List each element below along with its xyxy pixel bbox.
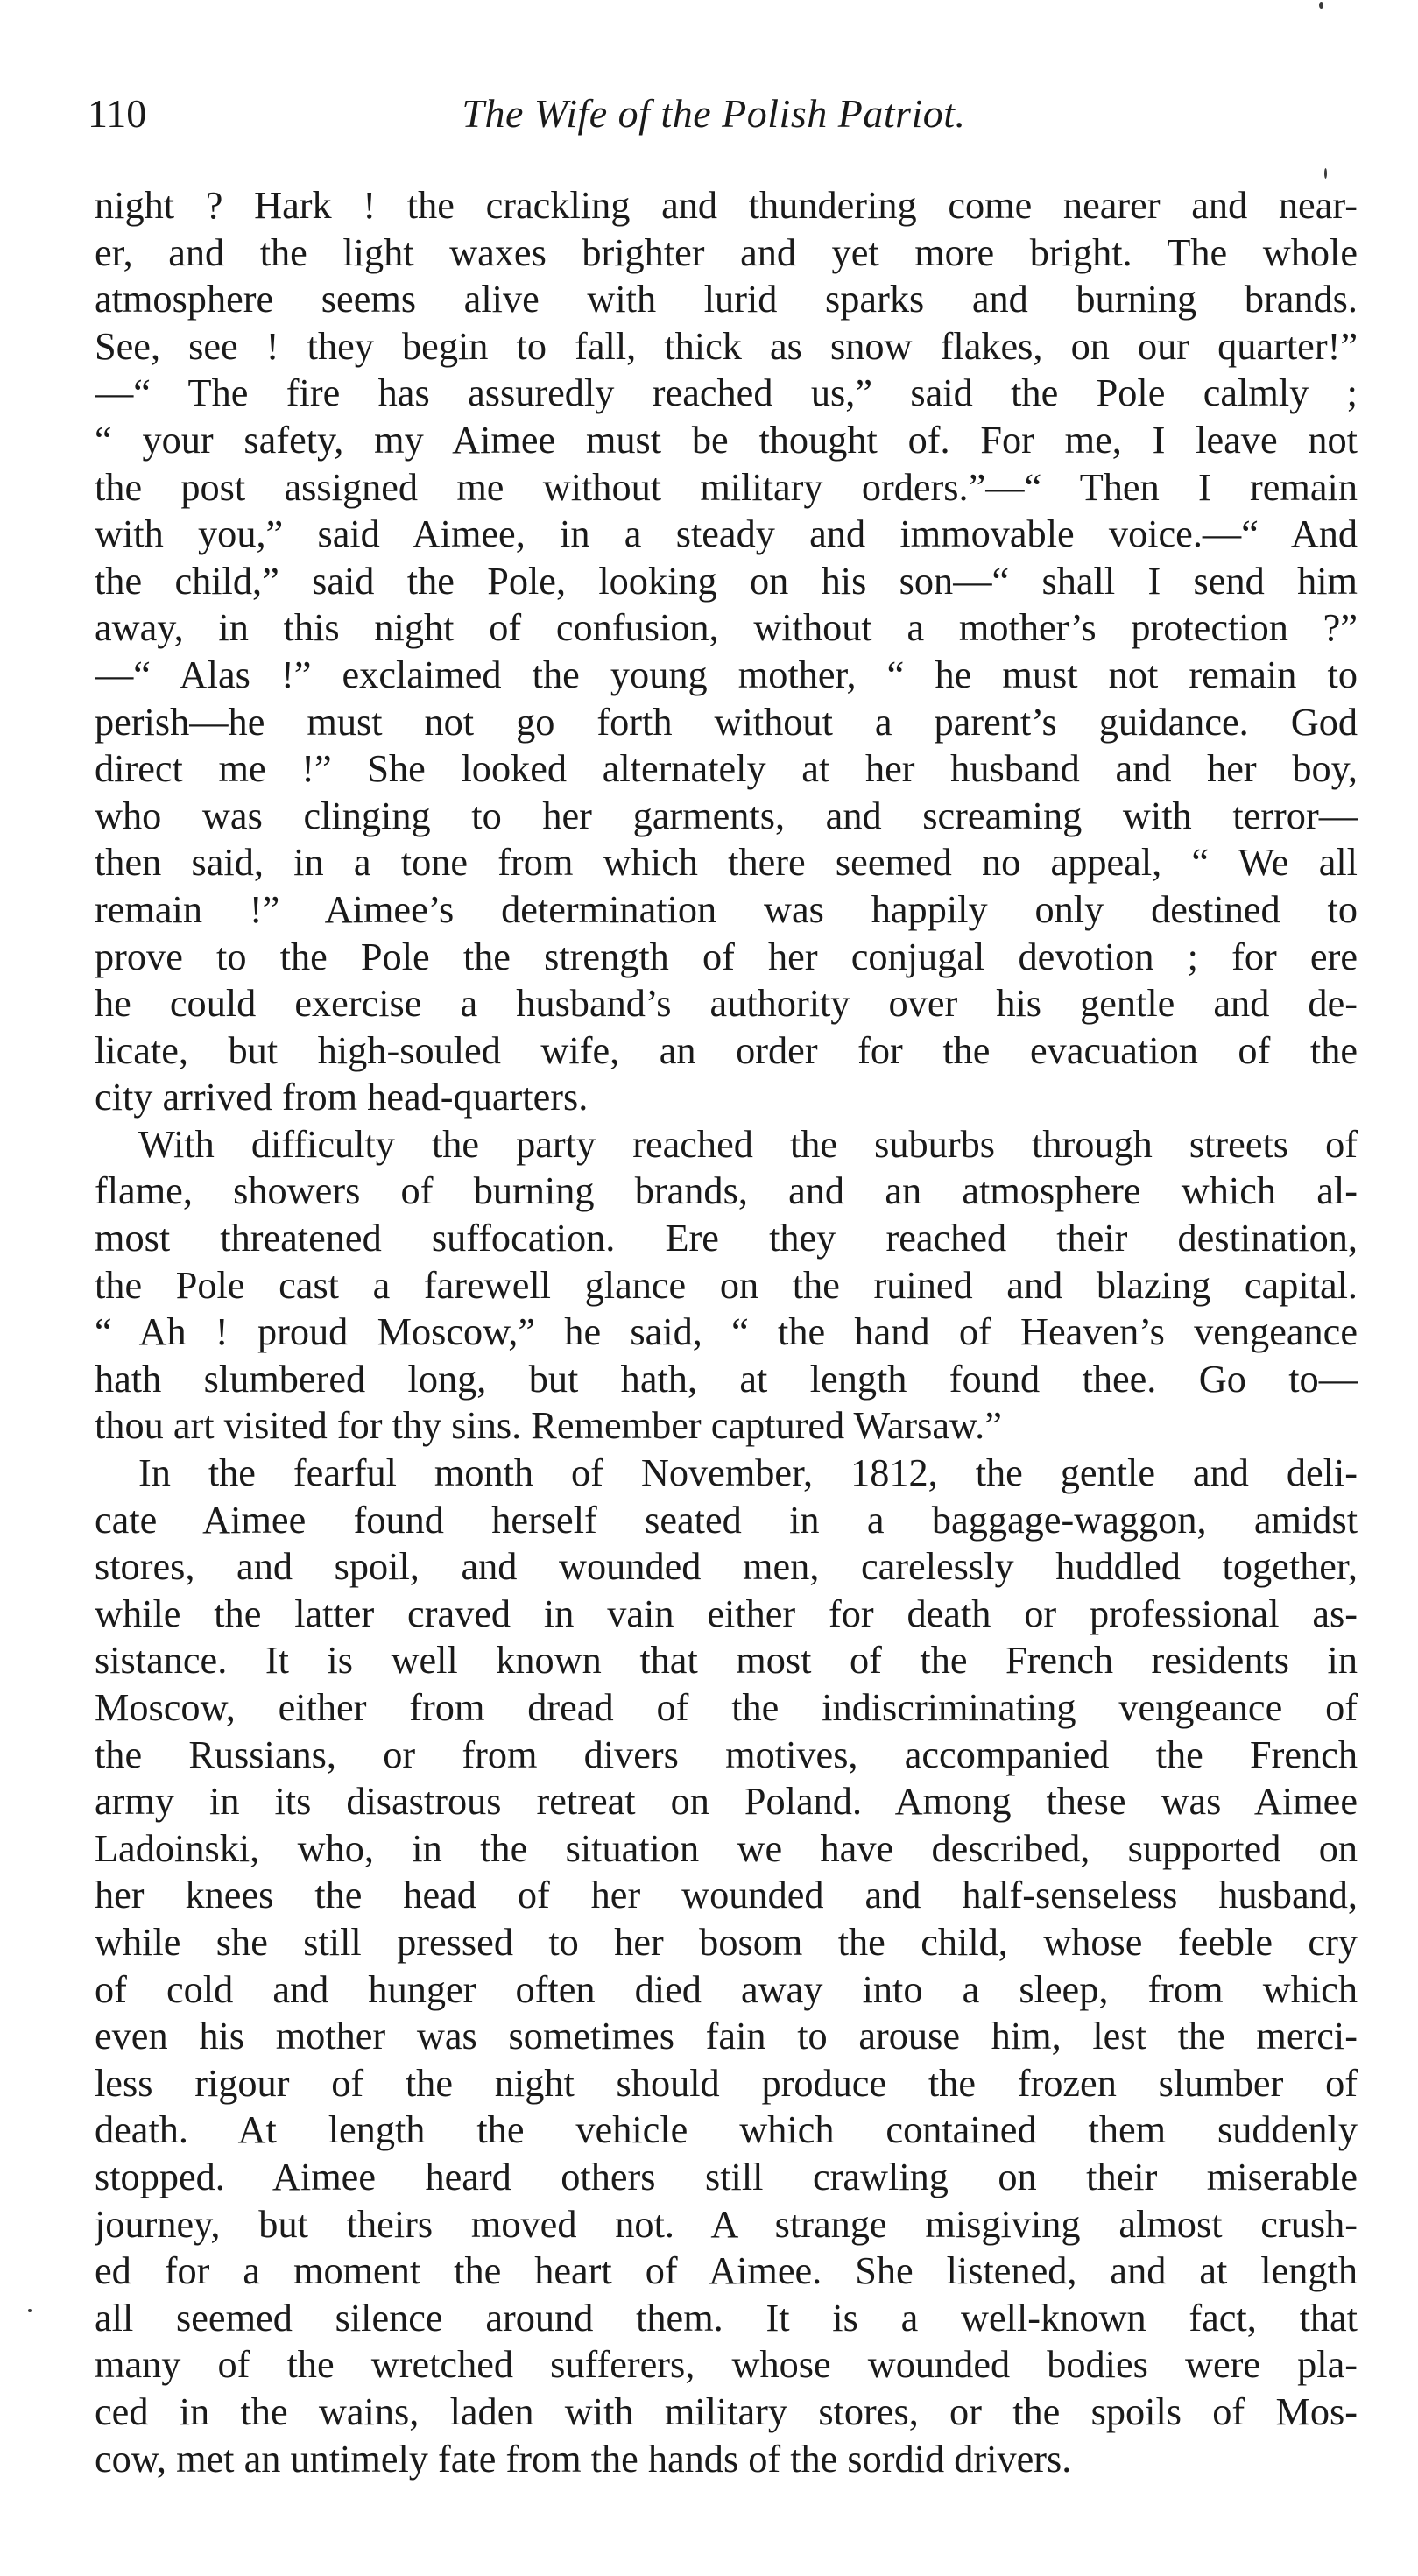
text-line: prove to the Pole the strength of her conjugal devotion ; for ere <box>95 935 1358 978</box>
text-line: perish—he must not go forth without a parent’s guidance. God <box>95 700 1358 744</box>
text-line: Ladoinski, who, in the situation we have described, supported on <box>95 1826 1358 1870</box>
page-header <box>88 88 1340 149</box>
text-line: the child,” said the Pole, looking on his son—“ shall I send him <box>95 559 1358 603</box>
text-line: remain !” Aimee’s determination was happily only destined to <box>95 887 1358 931</box>
text-line: all seemed silence around them. It is a well-known fact, that <box>95 2296 1358 2340</box>
text-line: ced in the wains, laden with military stores, or the spoils of Mos- <box>95 2389 1358 2433</box>
text-line: even his mother was sometimes fain to arouse him, lest the merci- <box>95 2015 1358 2058</box>
text-line: With difficulty the party reached the suburbs through streets of <box>138 1122 1358 1166</box>
text-line: while the latter craved in vain either for death or professional as- <box>95 1591 1358 1635</box>
body-text <box>95 182 1358 2482</box>
ink-speck <box>1324 168 1327 179</box>
text-line: many of the wretched sufferers, whose wounded bodies were pla- <box>95 2343 1358 2387</box>
text-line: night ? Hark ! the crackling and thundering come nearer and near- <box>95 184 1358 227</box>
text-line: In the fearful month of November, 1812, the gentle and deli- <box>138 1451 1358 1495</box>
text-line: most threatened suffocation. Ere they reached their destination, <box>95 1217 1358 1260</box>
text-line: city arrived from head-quarters. <box>95 1076 589 1119</box>
text-line: the post assigned me without military orders.”—“ Then I remain <box>95 465 1358 509</box>
text-line: sistance. It is well known that most of the French residents in <box>95 1639 1358 1683</box>
text-line: while she still pressed to her bosom the child, whose feeble cry <box>95 1920 1358 1964</box>
text-line: flame, showers of burning brands, and an atmosphere which al- <box>95 1169 1358 1213</box>
paragraph <box>95 1121 1358 1450</box>
text-line: hath slumbered long, but hath, at length found thee. Go to— <box>95 1357 1358 1401</box>
text-line: See, see ! they begin to fall, thick as snow flakes, on our quarter!” <box>95 324 1358 368</box>
page-number: 110 <box>88 91 147 136</box>
text-line: with you,” said Aimee, in a steady and immovable voice.—“ And <box>95 512 1358 556</box>
text-line: stopped. Aimee heard others still crawling on their miserable <box>95 2155 1358 2198</box>
text-line: —“ The fire has assuredly reached us,” said the Pole calmly ; <box>95 371 1358 415</box>
text-line: the Pole cast a farewell glance on the ruined and blazing capital. <box>95 1263 1358 1307</box>
text-line: army in its disastrous retreat on Poland. Among these was Aimee <box>95 1780 1358 1824</box>
text-line: “ Ah ! proud Moscow,” he said, “ the hand of Heaven’s vengeance <box>95 1310 1358 1354</box>
text-line: thou art visited for thy sins. Remember captured Warsaw.” <box>95 1404 1002 1448</box>
text-line: death. At length the vehicle which contained them suddenly <box>95 2108 1358 2152</box>
ink-speck <box>1319 2 1323 9</box>
text-line: er, and the light waxes brighter and yet more bright. The whole <box>95 230 1358 274</box>
text-line: Moscow, either from dread of the indiscriminating vengeance of <box>95 1686 1358 1729</box>
text-line: atmosphere seems alive with lurid sparks and burning brands. <box>95 278 1358 321</box>
text-line: less rigour of the night should produce the frozen slumber of <box>95 2061 1358 2105</box>
text-line: her knees the head of her wounded and half-senseless husband, <box>95 1874 1358 1917</box>
text-line: —“ Alas !” exclaimed the young mother, “ he must not remain to <box>95 653 1358 696</box>
running-title: The Wife of the Polish Patriot. <box>462 91 966 136</box>
text-line: “ your safety, my Aimee must be thought of. For me, I leave not <box>95 418 1358 462</box>
ink-speck <box>28 2309 32 2312</box>
text-line: the Russians, or from divers motives, accompanied the French <box>95 1733 1358 1776</box>
text-line: he could exercise a husband’s authority over his gentle and de- <box>95 982 1358 1026</box>
text-line: cow, met an untimely fate from the hands of the sordid drivers. <box>95 2437 1072 2481</box>
text-line: then said, in a tone from which there seemed no appeal, “ We all <box>95 841 1358 885</box>
text-line: ed for a moment the heart of Aimee. She listened, and at length <box>95 2249 1358 2293</box>
text-line: journey, but theirs moved not. A strange misgiving almost crush- <box>95 2202 1358 2246</box>
paragraph <box>95 1450 1358 2482</box>
text-line: stores, and spoil, and wounded men, carelessly huddled together, <box>95 1545 1358 1589</box>
text-line: cate Aimee found herself seated in a baggage-waggon, amidst <box>95 1498 1358 1542</box>
text-line: away, in this night of confusion, without a mother’s protection ?” <box>95 606 1358 650</box>
text-line: who was clinging to her garments, and screaming with terror— <box>95 794 1358 837</box>
paragraph <box>95 182 1358 1121</box>
text-line: licate, but high-souled wife, an order for the evacuation of the <box>95 1028 1358 1072</box>
text-line: direct me !” She looked alternately at her husband and her boy, <box>95 747 1358 791</box>
text-line: of cold and hunger often died away into a sleep, from which <box>95 1967 1358 2011</box>
